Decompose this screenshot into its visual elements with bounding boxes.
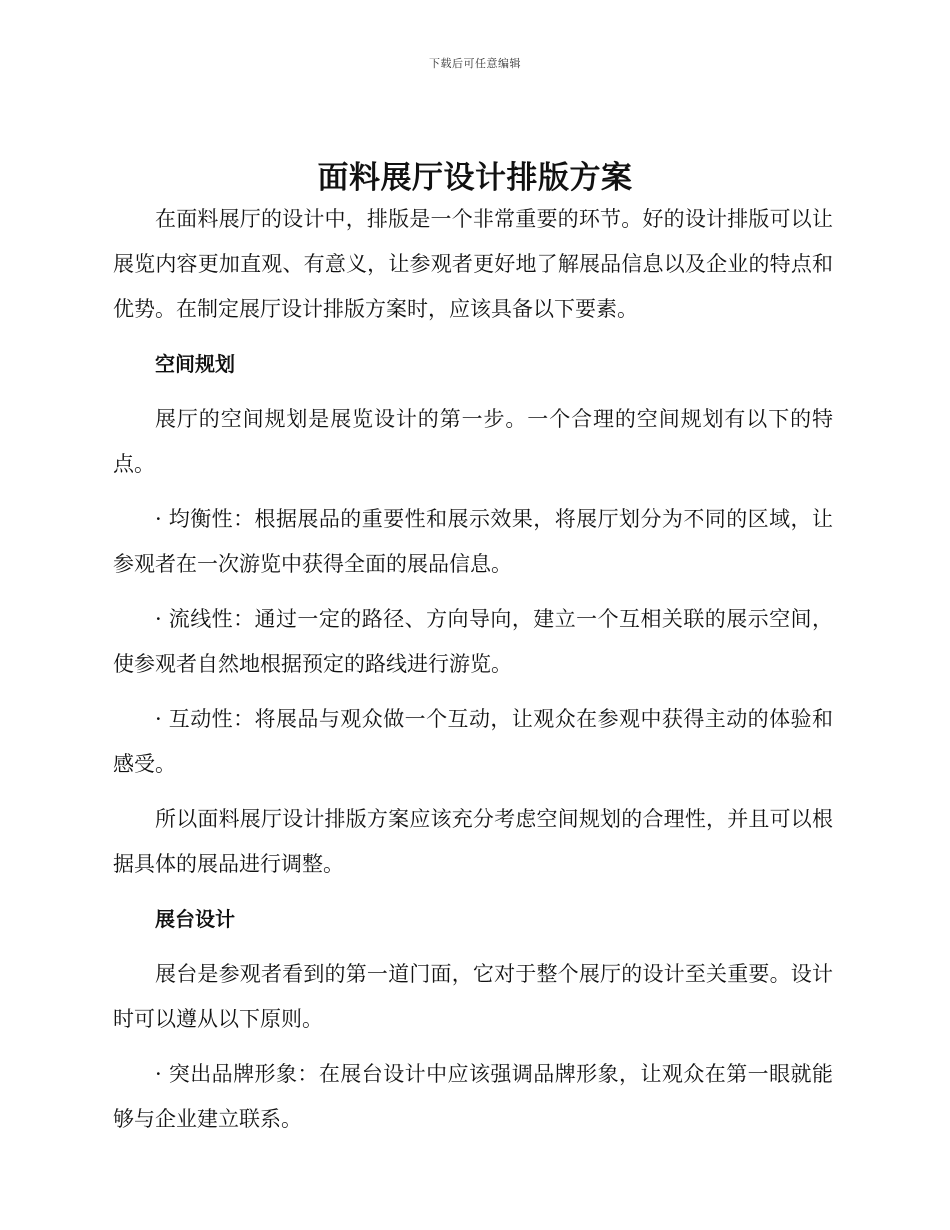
bullet-interaction: · 互动性：将展品与观众做一个互动，让观众在参观中获得主动的体验和感受。 [113,707,833,776]
document-body [113,197,833,1142]
bullet-balance: · 均衡性：根据展品的重要性和展示效果，将展厅划分为不同的区域，让参观者在一次游览中获得全面的展品信息。 [113,507,833,576]
booth-design-lead: 展台是参观者看到的第一道门面，它对于整个展厅的设计至关重要。设计时可以遵从以下原则。 [113,962,833,1031]
space-planning-lead: 展厅的空间规划是展览设计的第一步。一个合理的空间规划有以下的特点。 [113,407,833,476]
section-heading-space-planning: 空间规划 [155,352,235,376]
intro-paragraph: 在面料展厅的设计中，排版是一个非常重要的环节。好的设计排版可以让展览内容更加直观、有意义，让参观者更好地了解展品信息以及企业的特点和优势。在制定展厅设计排版方案时，应该具备以下要素。 [113,207,833,321]
space-planning-conclusion: 所以面料展厅设计排版方案应该充分考虑空间规划的合理性，并且可以根据具体的展品进行调整。 [113,807,833,876]
header-note: 下载后可任意编辑 [429,57,521,70]
bullet-brand-image: · 突出品牌形象：在展台设计中应该强调品牌形象，让观众在第一眼就能够与企业建立联系。 [113,1062,833,1131]
section-heading-booth-design: 展台设计 [155,907,235,931]
document-title: 面料展厅设计排版方案 [317,160,633,196]
bullet-flow: · 流线性：通过一定的路径、方向导向，建立一个互相关联的展示空间，使参观者自然地根据预定的路线进行游览。 [113,607,833,676]
